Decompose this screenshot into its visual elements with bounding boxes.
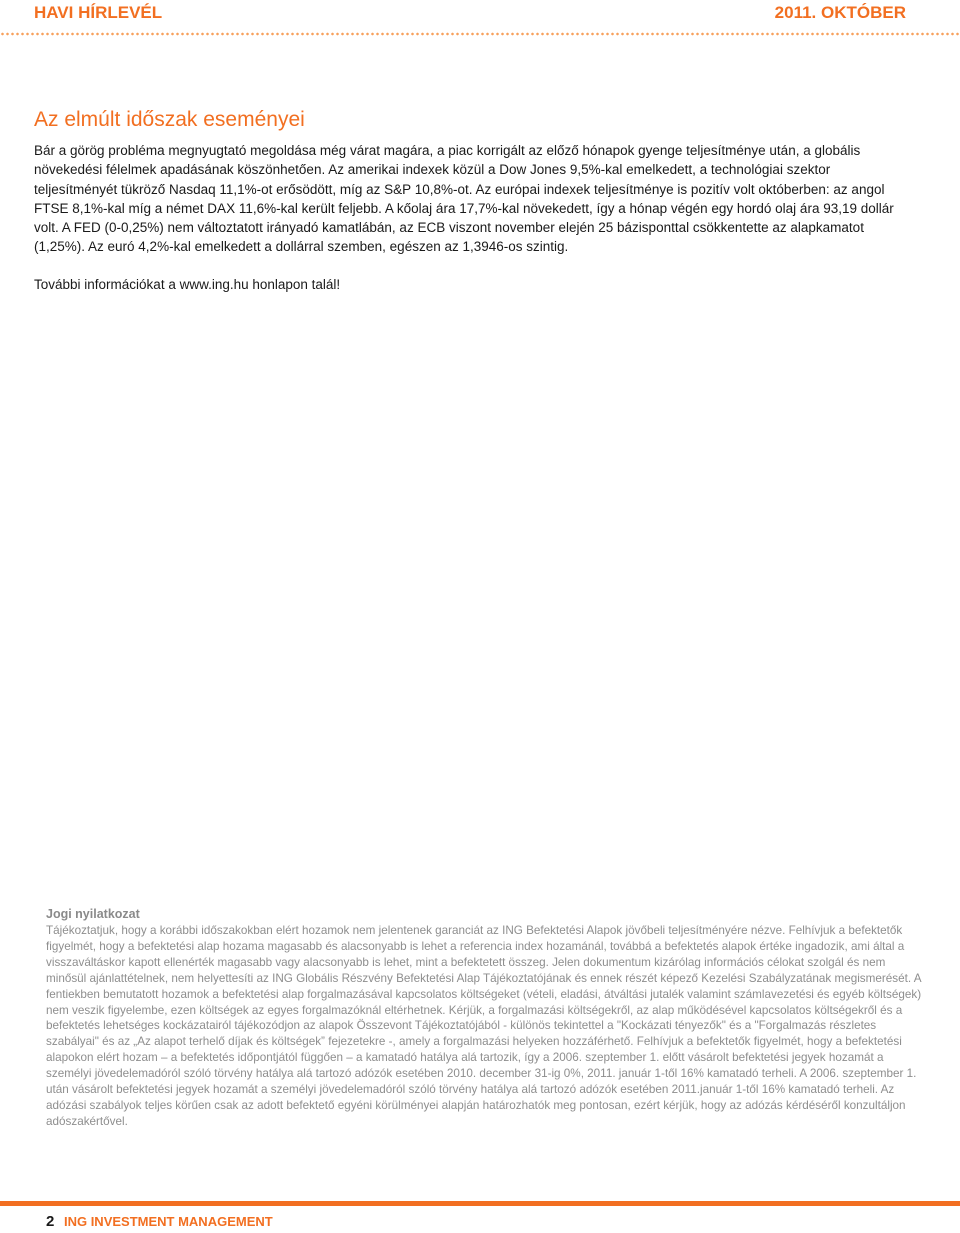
issue-date: 2011. OKTÓBER <box>774 3 906 22</box>
legal-title: Jogi nyilatkozat <box>46 907 140 921</box>
events-paragraph: Bár a görög probléma megnyugtató megoldása még várat magára, a piac korrigált az előző hónapok gyenge teljesítménye után, a globális növekedési félelmek apadásának köszönhetően. Az amerikai indexek közül a Dow Jones 9,5%-kal emelkedett, a technológiai szektor teljesítményét tükröző Nasdaq 11,1%-ot erősödött, míg az S&P 10,8%-ot. Az európai indexek teljesítménye is pozitív volt októberben: az angol FTSE 8,1%-kal míg a német DAX 11,6%-kal került feljebb. A kőolaj ára 17,7%-kal növekedett, így a hónap végén egy hordó olaj ára 93,19 dollár volt. A FED (0-0,25%) nem változtatott irányadó kamatlábán, az ECB viszont november elején 25 bázisponttal csökkentette az alapkamatot (1,25%). Az euró 4,2%-kal emelkedett a dollárral szemben, egészen az 1,3946-os szintig. <box>34 143 894 255</box>
legal-text: Tájékoztatjuk, hogy a korábbi időszakokban elért hozamok nem jelentenek garanciát az ING Befektetési Alapok jövőbeli teljesítményére nézve. Felhívjuk a befektetők figyelmét, hogy a befektetési alap hozama magasabb és alacsonyabb is lehet a referencia index hozamánál, továbbá a befektetés alapok értéke ingadozik, ami által a visszaváltáskor kapott ellenérték magasabb vagy alacsonyabb is lehet, mint a befektetett összeg. Jelen dokumentum kizárólag információs célokat szolgál és nem minősül ajánlattételnek, nem helyettesíti az ING Globális Részvény Befektetési Alap Tájékoztatójának és ennek részét képező Kezelési Szabályzatának megismerését. A fentiekben bemutatott hozamok a befektetési alap forgalmazásával kapcsolatos költségeket (vételi, eladási, átváltási jutalék valamint számlavezetési és egyéb költségek) nem veszik figyelembe, ezen költségek az egyes forgalmazóknál eltérhetnek. Kérjük, a forgalmazási költségekről, az alap működésével kapcsolatos költségekről és a befektetés lehetséges kockázatairól tájékozódjon az alapok Összevont Tájékoztatójából - különös tekintettel a "Kockázati tényezők" és a "Forgalmazás részletes szabályai" és az „Az alapot terhelő díjak és költségek” fejezetekre -, amely a forgalmazási helyeken hozzáférhető. Felhívjuk a befektetők figyelmét, hogy a befektetési alapokon elért hozam – a befektetés időpontjától függően – a kamatadó hatálya alá tartozik, így a 2006. szeptember 1. előtt vásárolt befektetési jegyek hozamát a személyi jövedelemadóról szóló törvény hatálya alá tartozó adózók esetében 2010. december 31-ig 0%, 2011. január 1-től 16% kamatadó terheli. A 2006. szeptember 1. után vásárolt befektetési jegyek hozamát a személyi jövedelemadóról szóló törvény hatálya alá tartozó adózók esetében 2011.január 1-től 16% kamatadó terheli. Az adózási szabályok teljes körűen csak az adott befektető egyéni körülményei alapján határozhatók meg pontosan, ezért kérjük, hogy az adózás kérdéséről konzultáljon adószakértővel. <box>46 924 922 1128</box>
page-footer <box>46 1213 273 1230</box>
dotted-divider <box>0 32 960 36</box>
more-info-text: További információkat a www.ing.hu honlapon talál! <box>34 277 341 292</box>
section-title: Az elmúlt időszak eseményei <box>34 108 305 131</box>
newsletter-title: HAVI HÍRLEVÉL <box>34 3 163 22</box>
footer-divider <box>0 1201 960 1206</box>
page-number: 2 <box>46 1213 55 1230</box>
brand-name: ING INVESTMENT MANAGEMENT <box>63 1214 273 1229</box>
